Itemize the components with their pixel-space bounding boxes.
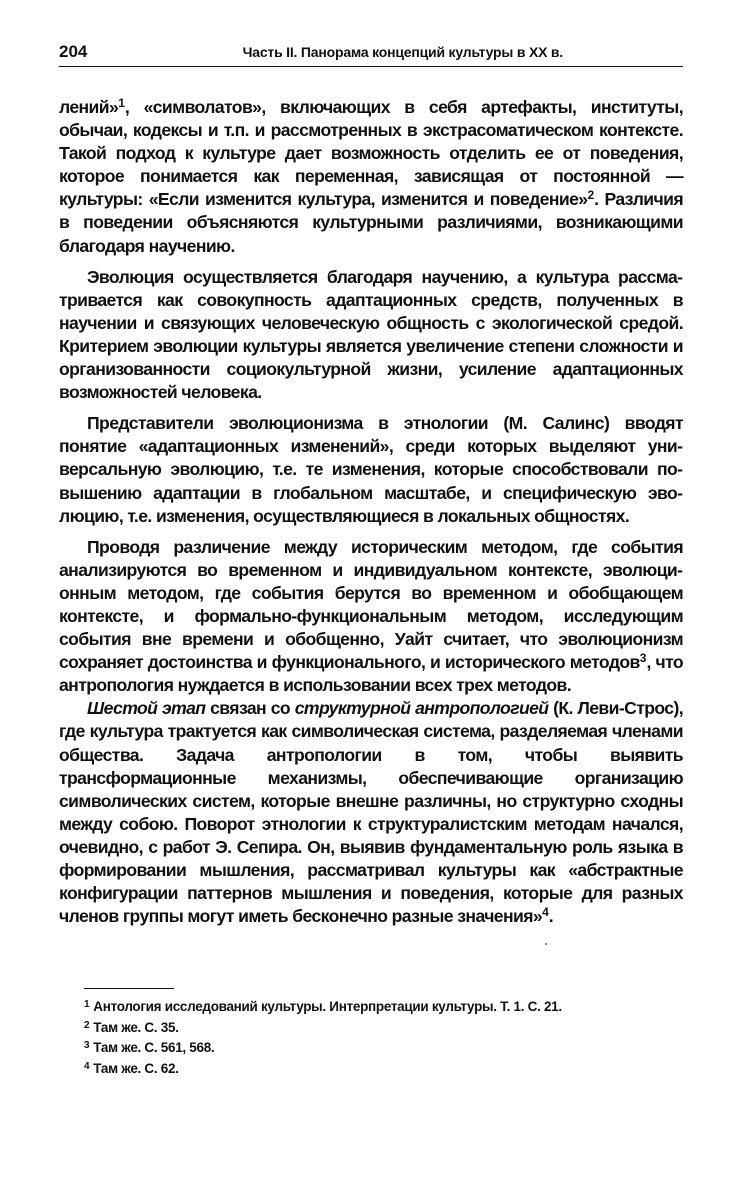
footnote-ref-1: 1 — [118, 96, 125, 110]
paragraph-2: Эволюция осуществляется благодаря научению, а культура рассматривается как совокупность адаптационных средств, полученных в научении и связующих человеческую общность с экологической средой. Критерием эволюции культуры является увеличение степени сложности и организованности социокультурной жизни, усиление адаптационных возможностей человека. — [59, 266, 683, 403]
paragraph-3: Представители эволюционизма в этнологии (М. Салинс) вводят понятие «адаптационных изменений», среди которых выделяют универсальную эволюцию, т.е. те изменения, которые способствовали повышению адаптации в глобальном масштабе, и специфическую эволюцию, т.е. изменения, осуществляющиеся в локальных общностях. — [59, 413, 683, 526]
footnote-separator — [84, 988, 174, 989]
footnote-4 — [84, 1058, 644, 1079]
footnote-2 — [84, 1017, 644, 1038]
footnote-3-mark: 3 — [84, 1040, 90, 1051]
emphasis-structural-anthropology: структурной антропологией — [294, 698, 549, 719]
footnote-1-mark: 1 — [84, 999, 90, 1010]
paragraph-1-text-c: . Различия в поведении объясняются культурными различиями, возникающими благодаря научению. — [59, 189, 683, 256]
paragraph-5-text-b: (К. Леви-Строс), где культура трактуется как символическая система, разделяемая членами общества. Задача антропологии в том, чтобы выявить трансформационные механизмы, обеспечивающие организацию символических систем, которые внешне различны, но структурно сходны между собою. Поворот этнологии к структуралистским методам начался, очевидно, с работ Э. Сепира. Он, выявив фундаментальную роль языка в формировании мышления, рассматривал культуры как «абстрактные конфигурации паттернов мышления и поведения, которые для разных членов группы могут иметь бесконечно разные значения» — [59, 698, 684, 927]
paragraph-5 — [59, 697, 683, 928]
page-number: 204 — [59, 42, 88, 61]
footnote-4-text: Там же. С. 62. — [93, 1060, 179, 1076]
emphasis-sixth-stage: Шестой этап — [87, 698, 206, 719]
paragraph-4-text-a: Проводя различение между историческим методом, где события анализируются во временном и индивидуальном контексте, эволюционным методом, где события берутся во временном и обобщающем контексте, и формально-функциональным методом, исследующим события вне времени и обобщенно, Уайт считает, что эволюционизм сохраняет достоинства и функционального, и исторического методов — [59, 536, 683, 673]
footnote-2-text: Там же. С. 35. — [93, 1019, 179, 1035]
footnote-1-text: Антология исследований культуры. Интерпретации культуры. Т. 1. С. 21. — [93, 999, 562, 1014]
paragraph-5-text-c: . — [548, 906, 554, 927]
footnote-ref-4: 4 — [542, 905, 549, 920]
footnote-3-text: Там же. С. 561, 568. — [93, 1040, 215, 1055]
footnote-ref-2: 2 — [587, 188, 595, 203]
print-speck — [545, 943, 547, 945]
footnote-1 — [84, 996, 644, 1017]
paragraph-1 — [59, 96, 683, 258]
paragraph-1-text-a: лений» — [59, 97, 119, 117]
footnote-4-mark: 4 — [84, 1060, 90, 1072]
paragraph-5-text-a: связан со — [205, 698, 295, 719]
footnote-3 — [84, 1037, 644, 1058]
footnote-ref-3: 3 — [639, 651, 647, 666]
running-header-title: Часть II. Панорама концепций культуры в XX в. — [242, 44, 563, 60]
footnote-2-mark: 2 — [84, 1019, 90, 1031]
running-header — [59, 40, 683, 67]
footnotes — [84, 996, 644, 1078]
paragraph-4-text-b: , что антропология нуждается в использовании всех трех методов. — [59, 652, 683, 696]
main-text — [59, 96, 683, 936]
paragraph-4 — [59, 536, 683, 698]
paragraph-1-text-b: , «символатов», включающих в себя артефакты, институты, обычаи, кодексы и т.п. и рассмотренных в экстрасоматическом контексте. Такой подход к культуре дает возможность отделить ее от поведения, которое понимается как переменная, зависящая от постоянной — культуры: «Если изменится культура, изменится и поведение» — [59, 97, 683, 210]
